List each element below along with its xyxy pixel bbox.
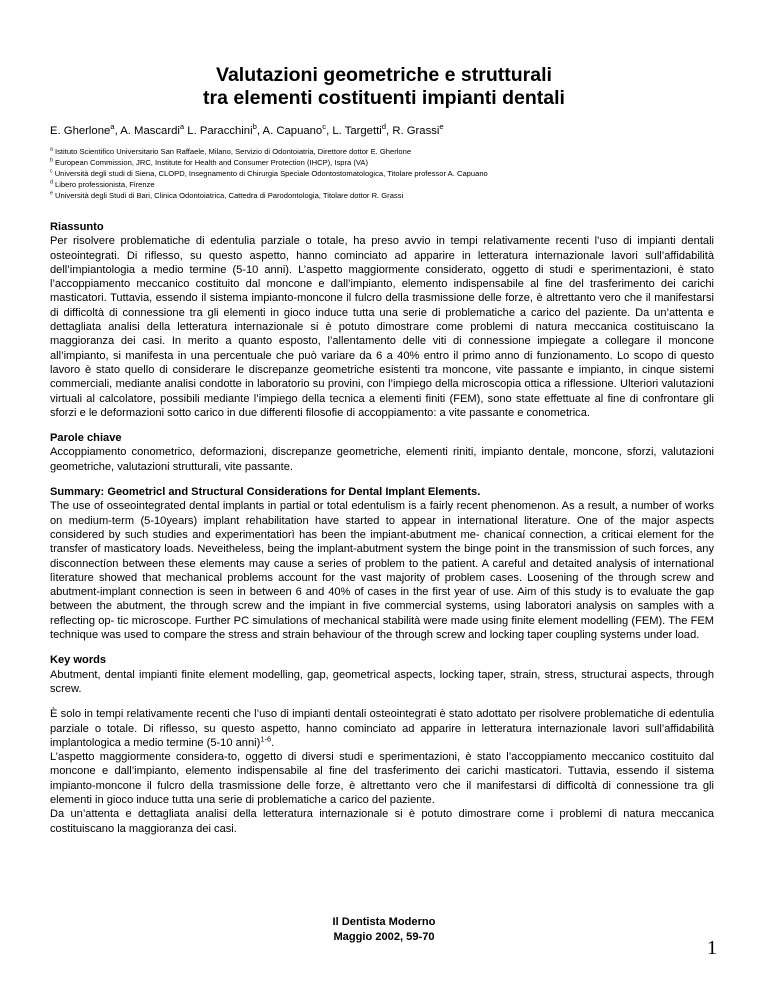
journal-footer [0, 915, 768, 945]
affiliation: $^e$ Università degli Studi di Bari, Clinica Odontoiatrica, Cattedra di Parodontologia, Titolare dottor R. Grassi [50, 190, 404, 200]
paper-body [50, 220, 714, 836]
key-words-text: Abutment, dental impianti finite element modelling, gap, geometrical aspects, locking taper, strain, stress, structurai aspects, through screw. [50, 668, 714, 695]
intro-paragraph: Da un’attenta e dettagliata analisi della letteratura internazionale si è potuto dimostrare come i problemi di natura meccanica costituiscano la maggioranza dei casi. [50, 808, 714, 835]
affiliation: $^a$ Istituto Scientifico Universitario San Raffaele, Milano, Servizio di Odontoiatria, Direttore dottor E. Gherlone [50, 146, 412, 156]
author-list: E. Gherlone$^a$, A. Mascardi$^a$ L. Paracchini$^b$, A. Capuano$^c$, L. Targetti$^d$, R. Grassi$^e$ [50, 122, 444, 137]
summary-heading: Summary: Geometricl and Structural Considerations for Dental Implant Elements. [50, 486, 481, 499]
parole-chiave-heading: Parole chiave [50, 432, 122, 445]
affiliation: $^b$ European Commission, JRC, Institute for Health and Consumer Protection (IHCP), Ispra (VA) [50, 157, 369, 167]
summary-text: The use of osseointegrated dental implants in partial or total edentulism is a fairly recent phenomenon. As a result, a number of works on medium-term (5-10years) implant rehabilitation have started to appear in international literature. One of the major aspects considered by such studies and experimentatiorì has been the impiant-abutment me- chanicaí connection, a criticai element for the transfer of masticatory loads. Neveitheless, being the implant-abutment system the binge point in the transmission of such forces, any disconnectíon between these elements may cause a series of problem to the patient. A careful and detaited analysis of international lìterature showed that mechanical problems account for the vast majority of problem cases. Loosening of the through screw and abutment-implant connection is seen in between 6 and 40% of cases in the first year of use. Aim of this study is to evaluate the gap between the abutment, the through screw and the impiant in five commercial systems, using laboratori analysis on samples with a reflecting op- tic microscope. Further PC simulations of mechanical stabilità were made using finite element modelling (FEM). The FEM technique was used to compare the stress and strain behaviour of the through screw and locking taper coupling systems under load. [50, 500, 714, 642]
affiliation-list [50, 146, 740, 201]
journal-issue: Maggio 2002, 59-70 [333, 931, 435, 943]
key-words-heading: Key words [50, 654, 107, 667]
title-line-1: Valutazioni geometriche e strutturali [216, 64, 552, 86]
intro-paragraph: È solo in tempi relativamente recenti che l’uso di impianti dentali osteointegrati è stato adottato per risolvere problematiche di edentulia parziale o totale. Di riflesso, su questo aspetto, hanno cominciato ad apparire in letteratura internazionale lavori sull’affidabilità implantologica a medio termine (5-10 anni)$^{1-6}$. [50, 708, 714, 749]
page-number: 1 [707, 937, 717, 959]
author: L. Targetti$^d$ [332, 122, 387, 137]
citation: 1-6 [260, 734, 272, 744]
author: A. Capuano$^c$ [262, 122, 327, 137]
riassunto-text: Per risolvere problematiche di edentulia parziale o totale, ha preso avvio in tempi relativamente recenti l’uso di impianti dentali osteointegrati. Di riflesso, su questo aspetto, hanno cominciato ad apparire in letteratura internazionale lavori sull’affidabilità dell’impiantologia a medio termine (5-10 anni). L’aspetto maggiormente considerato, oggetto di studi e sperimentazioni, è stato l’accoppiamento meccanico costituito dal moncone e dall’impianto, elemento indispensabile al fine del trasferimento dei carichi masticatori. Tuttavia, essendo il sistema impianto-moncone il fulcro della trasmissione delle forze, è altrettanto vero che il manifestarsi di difficoltà di connessione tra gli elementi in gioco induce tutta una serie di problematiche a carico del paziente. Da un’attenta e dettagliata analisi della letteratura internazionale si è potuto dimostrare come problemi di natura meccanica costituiscano la maggioranza dei casi. In merito a quanto esposto, l’allentamento delle viti di connessione impiegate a collegare il moncone all’impianto, si manifesta in una percentuale che può variare da 6 a 40% entro il primo anno di funzionamento. Lo scopo di questo lavoro è stato quello di considerare le discrepanze geometriche esistenti tra moncone, vite passante e impianto, in cinque sistemi commerciali, mediante analisi condotte in laboratorio su provini, con l’impiego della microscopia ottica a riflessione. Ulteriori valutazioni virtuali al calcolatore, possibili mediante l’impiego della tecnica a elementi finiti (FEM), sono state effettuate al fine di confrontare gli sforzi e le deformazioni sotto carico in due differenti filosofie di accoppiamento: a vite passante e conometrica. [50, 235, 714, 419]
riassunto-heading: Riassunto [50, 221, 104, 233]
parole-chiave-text: Accoppiamento conometrico, deformazioni, discrepanze geometriche, elementi riniti, impianto dentale, moncone, sforzi, valutazioni geometriche, valutazioni strutturali, vite passante. [50, 446, 714, 473]
author: A. Mascardi$^a$ [120, 122, 185, 137]
intro-paragraph: L’aspetto maggiormente considera-to, oggetto di diversi studi e sperimentazioni, è stato l’accoppiamento meccanico costituito dal moncone e dall’impianto, elemento indispensabile al fine del trasferimento dei carichi masticatori. Tuttavia, essendo il sistema impianto-moncone il fulcro della trasmissione delle forze, è altrettanto vero che il manifestarsi di difficoltà di connessione tra gli elementi in gioco induce tutta una serie di problematiche a carico del paziente. [50, 751, 714, 806]
author: L. Paracchini$^b$ [187, 122, 257, 137]
author: E. Gherlone$^a$ [50, 122, 115, 137]
author: R. Grassi$^e$ [392, 122, 444, 137]
paper-title [0, 64, 768, 110]
affiliation: $^c$ Università degli studi di Siena, CLOPD, Insegnamento di Chirurgia Speciale Odontostomatologica, Titolare professor A. Capuano [50, 168, 488, 178]
affiliation: $^d$ Libero professionista, Firenze [50, 179, 155, 189]
journal-name: Il Dentista Moderno [332, 916, 436, 928]
title-line-2: tra elementi costituenti impianti dentali [203, 87, 565, 109]
